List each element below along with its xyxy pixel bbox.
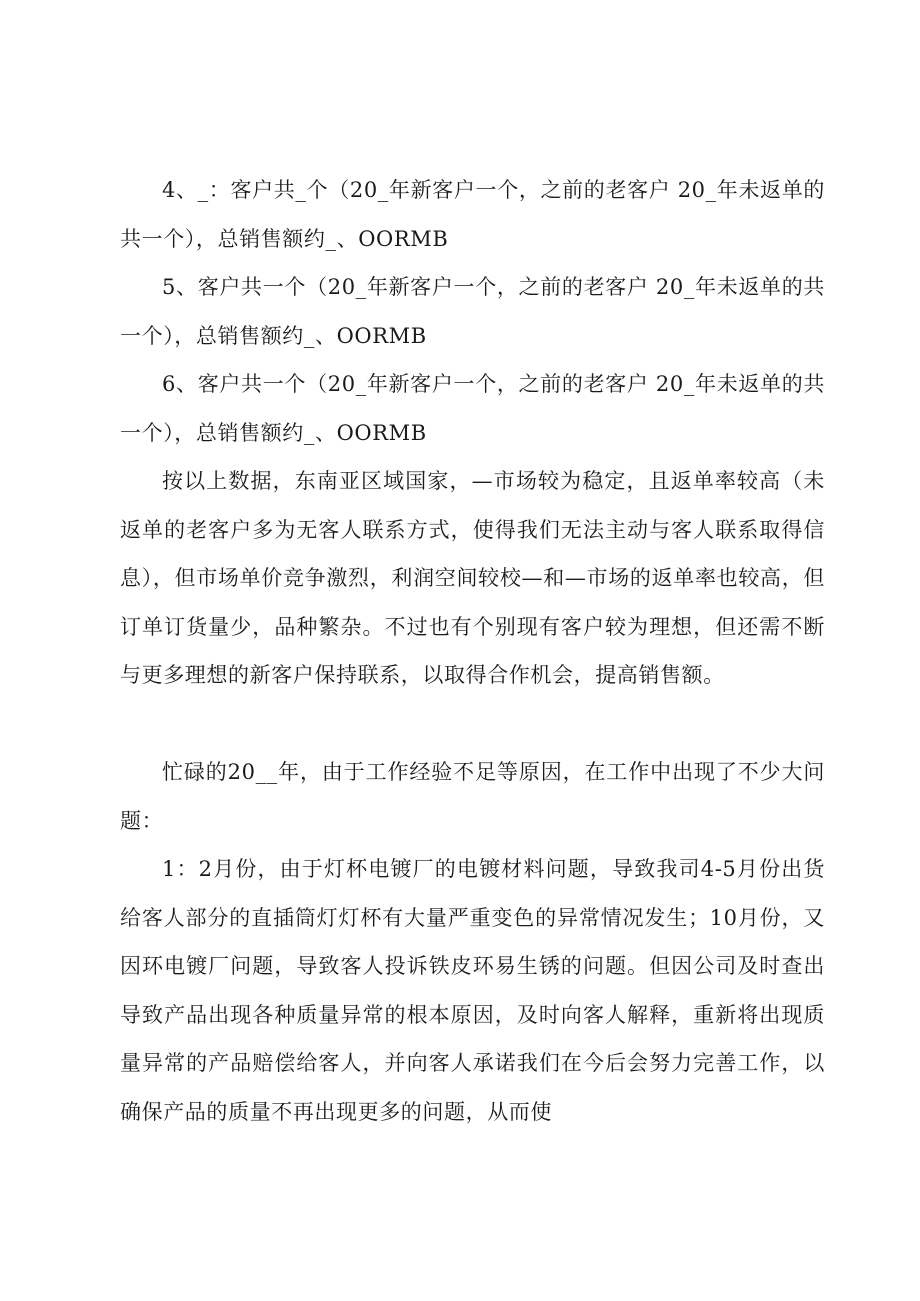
paragraph-problems-intro: 忙碌的20__年，由于工作经验不足等原因，在工作中出现了不少大问题： [120,760,825,833]
paragraph-customer-summary-5: 5、客户共一个（20_年新客户一个，之前的老客户 20_年未返单的共一个），总销售额约_、OORMB [120,275,825,348]
paragraph-problem-1: 1：2月份，由于灯杯电镀厂的电镀材料问题，导致我司4-5月份出货给客人部分的直插筒灯灯杯有大量严重变色的异常情况发生；10月份，又因环电镀厂问题，导致客人投诉铁皮环易生锈的问题。但因公司及时查出导致产品出现各种质量异常的根本原因，及时向客人解释，重新将出现质量异常的产品赔偿给客人，并向客人承诺我们在今后会努力完善工作，以确保产品的质量不再出现更多的问题，从而使 [120,857,825,1124]
paragraph-market-analysis: 按以上数据，东南亚区域国家，—市场较为稳定，且返单率较高（未返单的老客户多为无客人联系方式，使得我们无法主动与客人联系取得信息），但市场单价竞争激烈，利润空间较校—和—市场的返单率也较高，但订单订货量少，品种繁杂。不过也有个别现有客户较为理想，但还需不断与更多理想的新客户保持联系，以取得合作机会，提高销售额。 [120,469,825,688]
paragraph-customer-summary-4: 4、_：客户共_个（20_年新客户一个，之前的老客户 20_年未返单的共一个），总销售额约_、OORMB [120,178,825,251]
paragraph-customer-summary-6: 6、客户共一个（20_年新客户一个，之前的老客户 20_年未返单的共一个），总销售额约_、OORMB [120,372,825,445]
